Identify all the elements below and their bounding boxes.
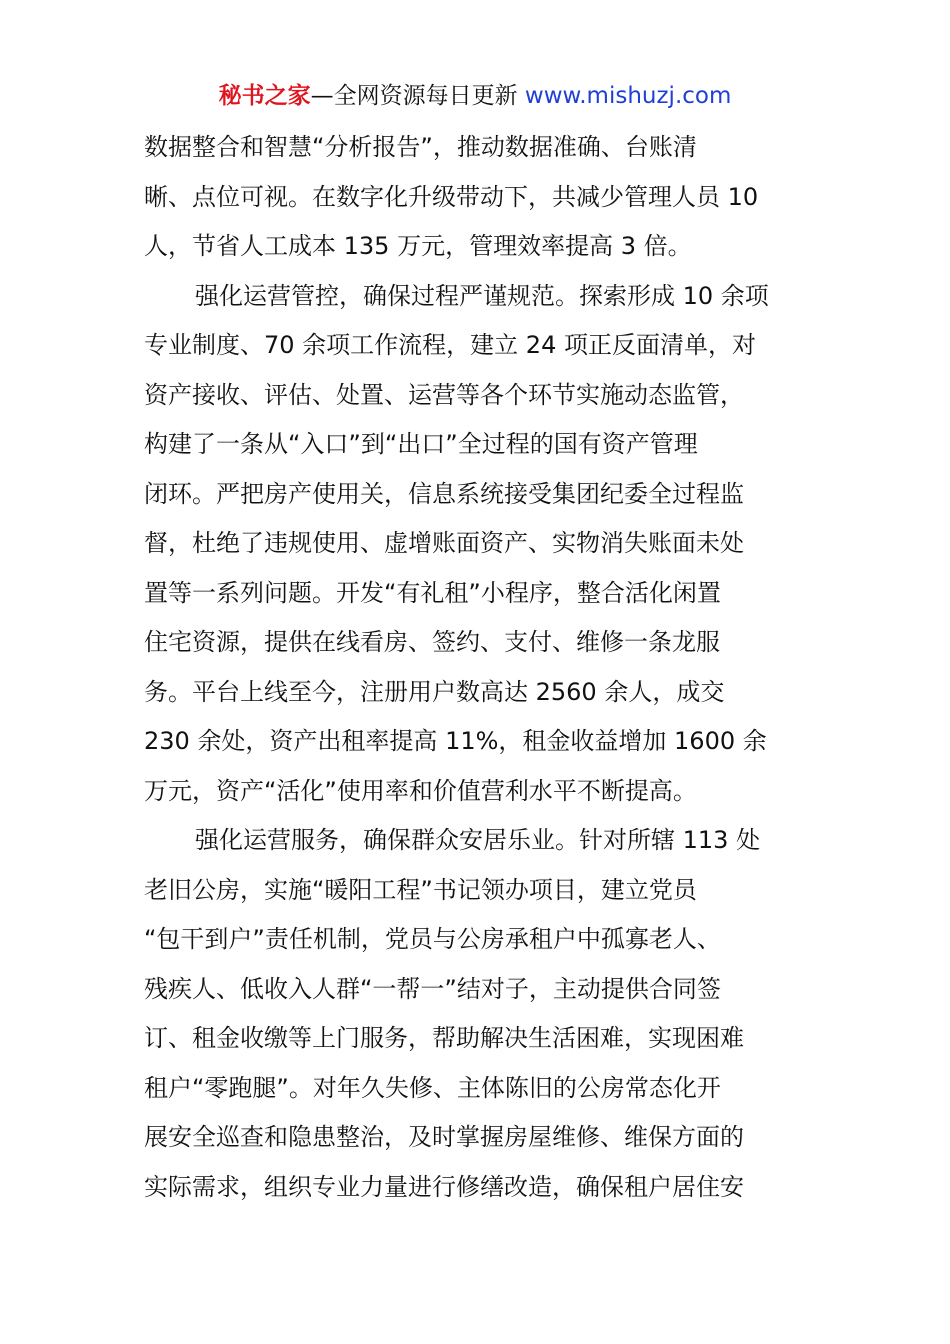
text-line: 置等一系列问题。开发“有礼租”小程序，整合活化闲置 [144,578,721,607]
text-line: 晰、点位可视。在数字化升级带动下，共减少管理人员 10 [144,182,759,211]
header-tagline: —全网资源每日更新 [310,83,525,109]
text-line: 资产接收、评估、处置、运营等各个环节实施动态监管， [144,380,744,409]
text-line: 数据整合和智慧“分析报告”，推动数据准确、台账清 [144,133,697,161]
text-line: 督，杜绝了违规使用、虚增账面资产、实物消失账面未处 [144,529,744,557]
text-line: 残疾人、低收入人群“一帮一”结对子，主动提供合同签 [144,974,721,1003]
text-line: 万元，资产“活化”使用率和价值营利水平不断提高。 [144,776,697,805]
text-line: “包干到户”责任机制，党员与公房承租户中孤寡老人、 [144,925,721,953]
paragraph-start-line: 强化运营管控，确保过程严谨规范。探索形成 10 余项 [195,281,769,310]
site-url[interactable]: www.mishuzj.com [524,83,732,109]
body-text [144,123,808,1212]
text-line: 住宅资源，提供在线看房、签约、支付、维修一条龙服 [144,628,720,656]
text-line: 专业制度、70 余项工作流程，建立 24 项正反面清单，对 [144,331,756,359]
text-line: 构建了一条从“入口”到“出口”全过程的国有资产管理 [144,430,698,458]
text-line: 实际需求，组织专业力量进行修缮改造，确保租户居住安 [144,1172,744,1201]
page-header [0,80,950,112]
text-line: 人，节省人工成本 135 万元，管理效率提高 3 倍。 [144,232,692,260]
text-line: 闭环。严把房产使用关，信息系统接受集团纪委全过程监 [144,479,744,508]
text-line: 230 余处，资产出租率提高 11%，租金收益增加 1600 余 [144,727,767,755]
text-line: 订、租金收缴等上门服务，帮助解决生活困难，实现困难 [144,1024,744,1052]
text-line: 老旧公房，实施“暖阳工程”书记领办项目，建立党员 [144,875,697,904]
text-line: 租户“零跑腿”。对年久失修、主体陈旧的公房常态化开 [144,1073,721,1102]
brand-name: 秘书之家 [218,83,311,109]
paragraph-start-line: 强化运营服务，确保群众安居乐业。针对所辖 113 处 [195,826,761,854]
text-line: 务。平台上线至今，注册用户数高达 2560 余人，成交 [144,677,725,706]
text-line: 展安全巡查和隐患整治，及时掌握房屋维修、维保方面的 [144,1123,744,1151]
